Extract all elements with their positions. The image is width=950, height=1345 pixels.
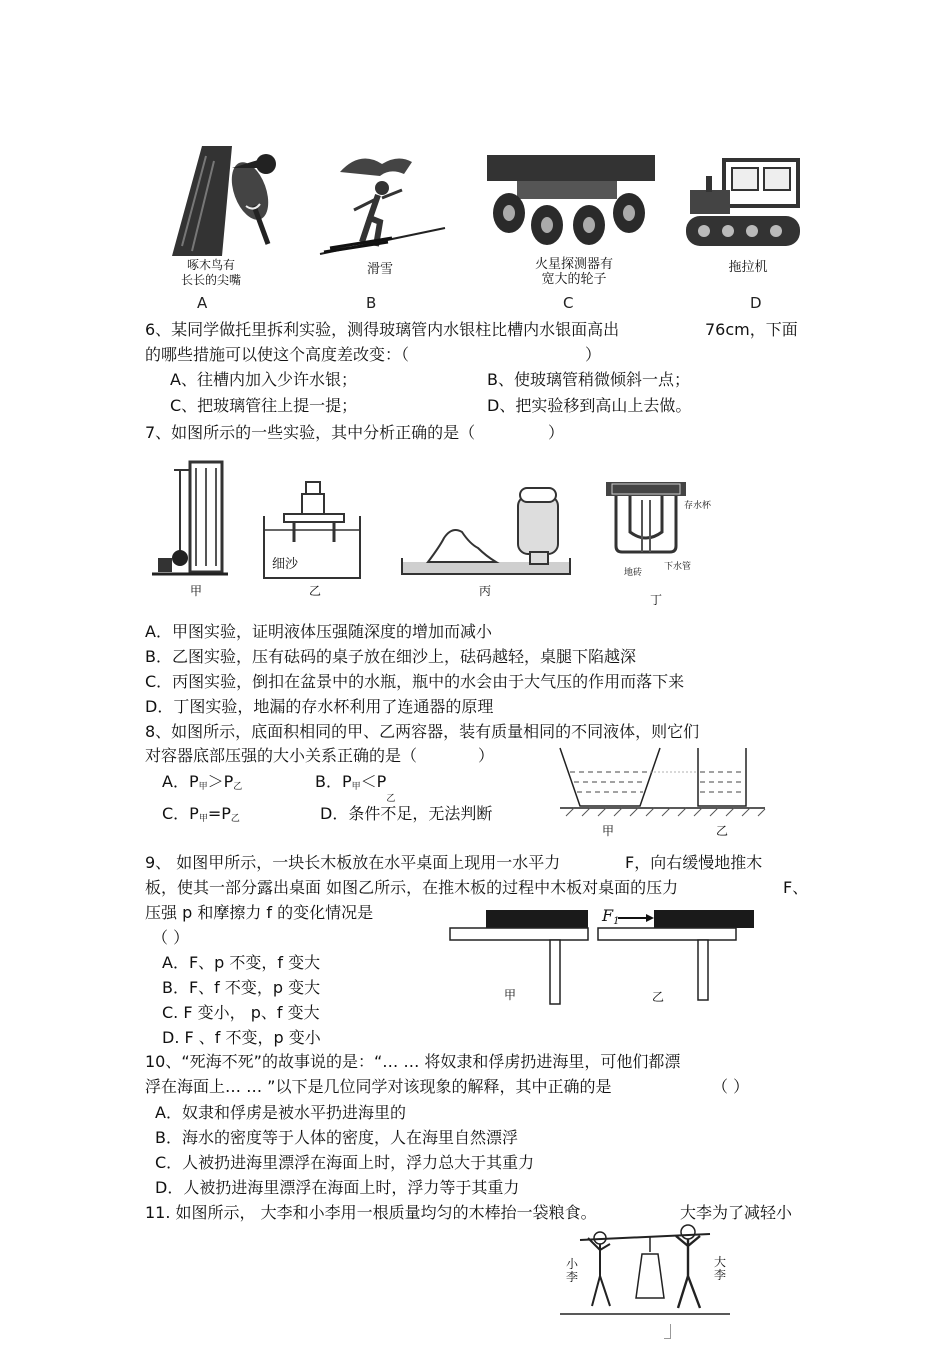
figure-two-containers [560, 748, 765, 818]
q8-c-prefix: C．P [162, 804, 199, 823]
q10-line2-end: （ ） [712, 1077, 750, 1096]
q6-option-d: D、把实验移到高山上去做。 [487, 396, 692, 415]
caption-c-line2: 宽大的轮子 [541, 272, 607, 287]
q9-option-b: B．F、f 不变，p 变大 [162, 978, 321, 997]
q10-option-d: D．人被扔进海里漂浮在海面上时，浮力等于其重力 [155, 1178, 520, 1197]
fig7-floor-label: 地砖 [624, 568, 643, 578]
q8-b-mid: ＜P [360, 772, 387, 791]
q8-c-mid: =P [207, 804, 231, 823]
caption-d: 拖拉机 [728, 260, 768, 275]
q7-stem: 7、如图所示的一些实验，其中分析正确的是（ [145, 423, 476, 442]
q9-option-d: D. F 、f 不变，p 变小 [162, 1028, 321, 1047]
option-label-d: D [750, 294, 762, 312]
fig7-label-bing: 丙 [478, 584, 491, 598]
q9-option-a: A．F、p 不变，f 变大 [162, 953, 321, 972]
q11-line1a: 11. 如图所示， 大李和小李用一根质量均匀的木棒抬一袋粮食。 [145, 1203, 597, 1222]
q9-answer-paren: （ ） [152, 928, 190, 947]
q7-option-a: A．甲图实验，证明液体压强随深度的增加而减小 [145, 622, 492, 641]
q8-c-sub2: 乙 [230, 814, 240, 824]
q8-a-prefix: A．P [162, 772, 199, 791]
q8-b-sub2: 乙 [386, 794, 396, 804]
figure-jia-pressure-apparatus [150, 462, 230, 580]
page-corner-mark [664, 1324, 671, 1339]
q7-option-b: B．乙图实验，压有砝码的桌子放在细沙上，砝码越轻，桌腿下陷越深 [145, 647, 636, 666]
q8-option-c [162, 804, 240, 829]
q9-line1a: 9、 如图甲所示，一块长木板放在水平桌面上现用一水平力 [145, 853, 561, 872]
q9-line3: 压强 p 和摩擦力 f 的变化情况是 [145, 903, 374, 922]
q7-option-c: C．丙图实验，倒扣在盆景中的水瓶，瓶中的水会由于大气压的作用而落下来 [145, 672, 685, 691]
q6-line2-end: ） [585, 345, 602, 364]
q8-a-sub2: 乙 [233, 782, 243, 792]
q6-option-a: A、往槽内加入少许水银； [170, 370, 357, 389]
fig7-label-ding: 丁 [649, 593, 662, 607]
fig9-force-label: F1 [602, 906, 620, 927]
fig7-cup-label: 存水杯 [684, 501, 712, 511]
q8-b-sub1: 甲 [351, 782, 361, 792]
figure-two-people-carrying-bag [560, 1226, 730, 1318]
figure-bing-inverted-bottle [400, 486, 572, 576]
fig11-xiao-li-char1: 小 [566, 1257, 579, 1271]
q8-line2-end: ） [478, 746, 495, 765]
q8-b-prefix: B．P [315, 772, 352, 791]
fig7-sand-label: 细沙 [272, 557, 299, 572]
q9-line1b: F，向右缓慢地推木 [625, 853, 763, 872]
fig7-pipe-label: 下水管 [664, 562, 692, 572]
woodpecker-illustration [162, 146, 292, 256]
q11-line1b: 大李为了减轻小 [680, 1203, 793, 1222]
q8-line1: 8、如图所示，底面积相同的甲、乙两容器，装有质量相同的不同液体，则它们 [145, 722, 700, 741]
caption-c [524, 257, 624, 287]
q10-option-a: A．奴隶和俘虏是被水平扔进海里的 [155, 1103, 406, 1122]
fig11-da-li-char2: 李 [714, 1268, 727, 1282]
fig9-label-jia: 甲 [503, 988, 516, 1002]
q7-option-d: D．丁图实验，地漏的存水杯利用了连通器的原理 [145, 697, 494, 716]
q9-option-c: C. F 变小， p、f 变大 [162, 1003, 320, 1022]
q6-line2: 的哪些措施可以使这个高度差改变：（ [145, 345, 410, 364]
q8-a-mid: ＞P [207, 772, 234, 791]
fig7-label-jia: 甲 [189, 584, 202, 598]
q7-stem-end: ） [548, 423, 565, 442]
q8-option-a [162, 772, 242, 797]
q6-option-c: C、把玻璃管往上提一提； [170, 396, 358, 415]
fig8-label-yi: 乙 [715, 824, 728, 838]
caption-c-line1: 火星探测器有 [534, 257, 613, 272]
q10-option-b: B．海水的密度等于人体的密度，人在海里自然漂浮 [155, 1128, 518, 1147]
fig9-force-letter: F [602, 906, 614, 925]
q10-line2: 浮在海面上… … ”以下是几位同学对该现象的解释，其中正确的是 [145, 1077, 612, 1096]
fig11-xiao-li [566, 1258, 578, 1284]
mars-rover-illustration [487, 155, 662, 250]
q10-line1: 10、“死海不死”的故事说的是：“… … 将奴隶和俘虏扔进海里，可他们都漂 [145, 1052, 681, 1071]
q8-option-d: D．条件不足，无法判断 [320, 804, 493, 823]
q6-line1: 6、某同学做托里拆利实验，测得玻璃管内水银柱比槽内水银面高出 [145, 320, 620, 339]
option-label-c: C [563, 294, 574, 312]
fig11-xiao-li-char2: 李 [566, 1270, 579, 1284]
caption-b: 滑雪 [366, 262, 393, 277]
fig7-label-yi: 乙 [308, 584, 321, 598]
q9-line2b: F、 [783, 878, 809, 897]
q8-line2: 对容器底部压强的大小关系正确的是（ [145, 746, 418, 765]
q8-c-sub1: 甲 [198, 814, 208, 824]
fig8-label-jia: 甲 [601, 824, 614, 838]
q10-option-c: C．人被扔进海里漂浮在海面上时，浮力总大于其重力 [155, 1153, 535, 1172]
q6-value: 76cm，下面 [705, 320, 798, 339]
fig11-da-li-char1: 大 [714, 1255, 727, 1269]
q9-line2a: 板，使其一部分露出桌面 如图乙所示，在推木板的过程中木板对桌面的压力 [145, 878, 679, 897]
q8-a-sub1: 甲 [198, 782, 208, 792]
fig9-label-yi: 乙 [651, 990, 664, 1004]
caption-a-line1: 啄木鸟有 [186, 258, 235, 272]
tractor-illustration [684, 160, 804, 250]
caption-a-line2: 长长的尖嘴 [180, 273, 241, 287]
caption-a [168, 258, 254, 288]
option-label-b: B [366, 294, 377, 312]
q6-option-b: B、使玻璃管稍微倾斜一点； [487, 370, 690, 389]
fig11-da-li [714, 1256, 726, 1282]
skier-illustration [320, 150, 445, 255]
option-label-a: A [197, 294, 208, 312]
